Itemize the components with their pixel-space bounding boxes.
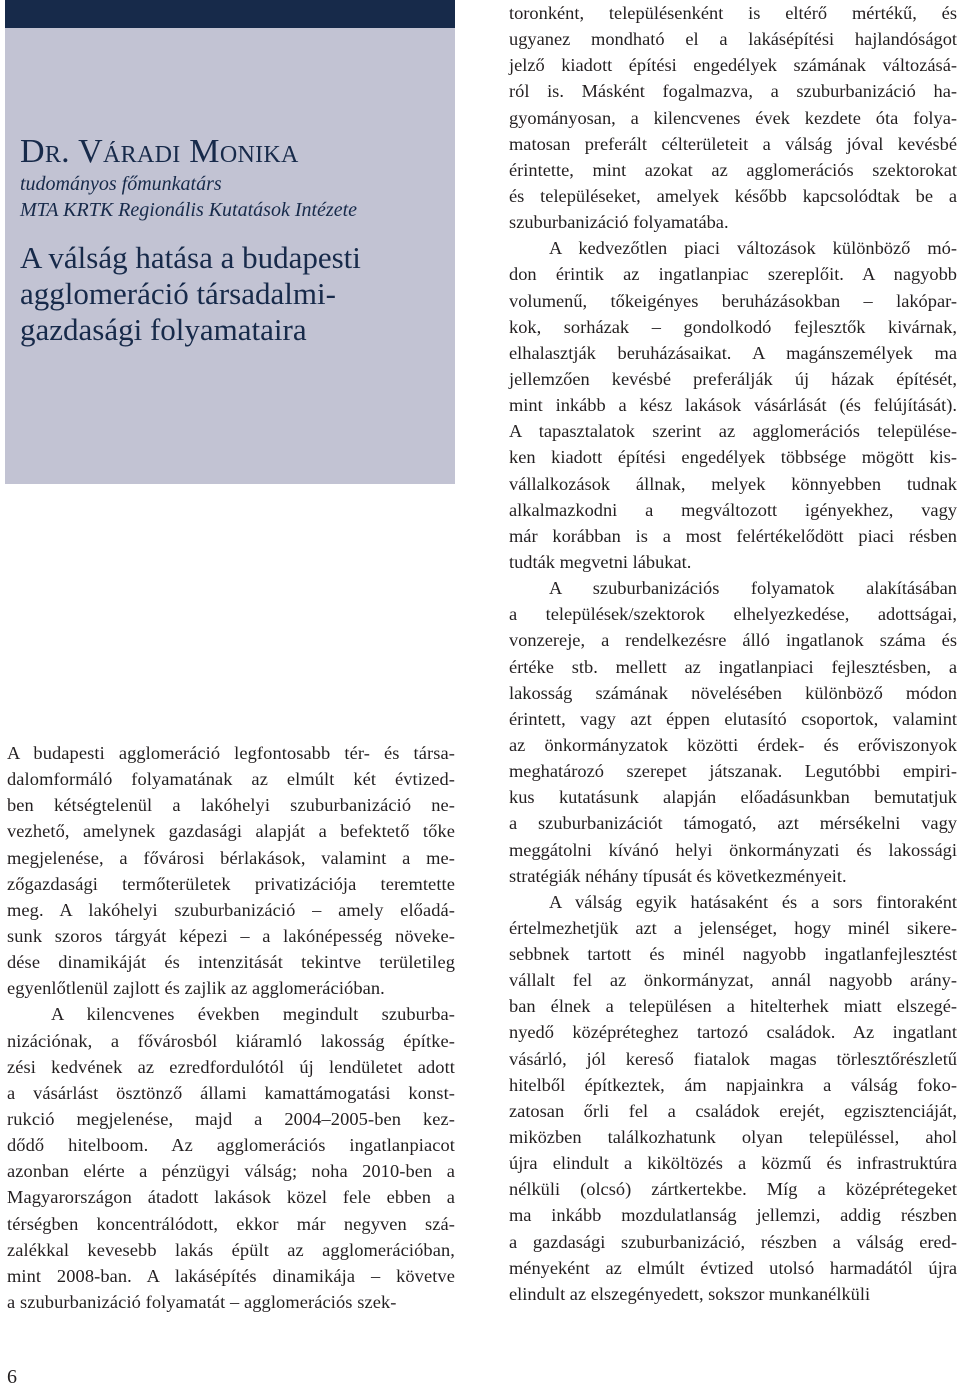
text-line: gyományosan, a kilencvenes évek kezdete óta folya- — [509, 107, 957, 128]
text-line: A szuburbanizációs folyamatok alakításában — [549, 578, 957, 599]
text-line: térségben koncentrálódott, ekkor már negyven szá- — [7, 1213, 455, 1234]
article-title — [20, 240, 440, 348]
header-top-bar — [5, 0, 455, 28]
text-line: toronként, településenként is eltérő mértékű, és — [509, 3, 957, 23]
text-line: elindult az elszegényedett, sokszor munkanélküli — [509, 1283, 871, 1304]
text-line: és településeket, amelyek később kapcsolódtak be a — [509, 185, 957, 206]
text-line: már korábban is a most felértékelődött piaci résben — [509, 525, 957, 546]
page-number: 6 — [7, 1366, 17, 1388]
author-name: Dr. Váradi Monika — [20, 133, 299, 170]
text-line: dalomformáló folyamatának az elmúlt két évtized- — [7, 769, 455, 790]
right-text-column — [509, 0, 957, 1307]
text-line: az önkormányzatok közötti érdek- és erőviszonyok — [509, 734, 957, 755]
text-line: don érintik az ingatlanpiac szereplőit. A nagyobb — [509, 264, 957, 285]
text-line: vonzereje, a rendelkezésre álló ingatlanok száma és — [509, 630, 957, 651]
text-line: azonban elérte a pénzügyi válság; noha 2010-ben a — [7, 1161, 455, 1182]
text-line: meg. A lakóhelyi szuburbanizáció – amely előadá- — [7, 899, 455, 920]
text-line: ugyanez mondható el a lakásépítési hajlandóságot — [509, 29, 957, 50]
text-line: megjelenése, a fővárosi bérlakások, valamint a me- — [7, 847, 455, 868]
text-line: érintett, vagy azt éppen elutasító csoportok, valamint — [509, 708, 957, 729]
text-line: szuburbanizáció folyamatába. — [509, 212, 729, 233]
text-line: A kedvezőtlen piaci változások különböző mó- — [549, 238, 957, 259]
text-line: stratégiák néhány típusát és következményeit. — [509, 865, 847, 886]
text-line: hitelből építkeztek, ám napjainkra a válság foko- — [509, 1074, 957, 1095]
text-line: nyedő középréteghez tartozó családok. Az ingatlant — [509, 1022, 957, 1043]
title-line: agglomeráció társadalmi- — [20, 276, 336, 311]
text-line: vásárló, jól kereső fiatalok magas törlesztőrészletű — [509, 1048, 957, 1069]
author-position: tudományos főmunkatárs — [20, 173, 222, 195]
text-line: jellemzően kevésbé preferálják új házak építését, — [509, 368, 957, 389]
text-line: sunk szoros tárgyát képezi – a lakónépesség növeke- — [7, 925, 455, 946]
text-line: zalékkal kevesebb lakás épült az agglomerációban, — [7, 1239, 455, 1260]
text-line: a települések/szektorok elhelyezkedése, adottságai, — [509, 604, 957, 625]
text-line: rukció megjelenése, majd a 2004–2005-ben kez- — [7, 1108, 455, 1129]
text-line: meghatározó szerepet játszanak. Legutóbbi empiri- — [509, 761, 957, 782]
text-line: újra elindult a kiköltözés a közmű és infrastruktúra — [509, 1153, 957, 1174]
text-line: lakosság számának növelésében különböző módon — [509, 682, 957, 703]
text-line: ményeként az elmúlt évtized utolsó harmadától újra — [509, 1257, 957, 1278]
text-line: mint 2008-ban. A lakásépítés dinamikája – követve — [7, 1265, 455, 1286]
text-line: A kilencvenes években megindult szuburba- — [51, 1004, 455, 1025]
text-line: alkalmazkodni a megváltozott igényekhez, vagy — [509, 499, 957, 520]
text-line: vállalkozások állnak, melyek könnyebben tudnak — [509, 473, 957, 494]
text-line: vállalt fel az önkormányzat, annál nagyobb arány- — [509, 970, 957, 991]
text-line: egyenlőtlenül zajlott és zajlik az agglomerációban. — [7, 978, 385, 999]
text-line: kok, sorházak – gondolkodó fejlesztők kivárnak, — [509, 316, 957, 337]
text-line: vezhető, amelynek gazdasági alapját a befektető tőke — [7, 821, 455, 842]
text-line: Magyarországon átadott lakások közel fele ebben a — [7, 1187, 455, 1208]
left-text-column — [7, 740, 455, 1315]
text-line: nizációnak, a fővárosból kiáramló lakosság építke- — [7, 1030, 455, 1051]
text-line: a szuburbanizáció folyamatát – agglomerációs szek- — [7, 1291, 397, 1312]
text-line: a vásárlást ösztönző állami kamattámogatási konst- — [7, 1082, 455, 1103]
text-line: mint inkább a kész lakások vásárlását (és felújítását). — [509, 395, 957, 416]
text-line: matosan preferált célterületeit a válság jóval kevésbé — [509, 133, 957, 154]
text-line: zési kedvének az ezredfordulótól új lendületet adott — [7, 1056, 455, 1077]
text-line: zatosan őrli fel a családok erejét, egzisztenciáját, — [509, 1100, 957, 1121]
text-line: A válság egyik hatásaként és a sors fintoraként — [549, 891, 957, 912]
text-line: dődő hitelboom. Az agglomerációs ingatlanpiacot — [7, 1135, 455, 1156]
text-line: sebbnek tartott és minél nagyobb ingatlanfejlesztést — [509, 944, 957, 965]
title-line: A válság hatása a budapesti — [20, 240, 361, 275]
text-line: értéke stb. mellett az ingatlanpiaci fejlesztésben, a — [509, 656, 957, 677]
text-line: ban élnek a településen a hitelterhek miatt elszegé- — [509, 996, 957, 1017]
text-line: nélküli (olcsó) zártkertekbe. Míg a középrétegeket — [509, 1179, 957, 1200]
text-line: a szuburbanizációt támogató, azt mérsékelni vagy — [509, 813, 957, 834]
text-line: ma inkább mozdulatlanság jellemzi, addig részben — [509, 1205, 957, 1226]
text-line: ról is. Másként fogalmazva, a szuburbanizáció ha- — [509, 81, 957, 102]
text-line: ken kiadott építési engedélyek többsége mögött kis- — [509, 447, 957, 468]
text-line: dése dinamikáját és intenzitását tekintve területileg — [7, 952, 455, 973]
text-line: tudták megvetni lábukat. — [509, 551, 692, 572]
text-line: miközben találkozhatunk olyan településsel, ahol — [509, 1127, 957, 1148]
text-line: elhalasztják beruházásaikat. A magánszemélyek ma — [509, 342, 957, 363]
author-institution: MTA KRTK Regionális Kutatások Intézete — [20, 199, 358, 221]
text-line: értelmezhetjük azt a jelenséget, hogy minél sikere- — [509, 917, 957, 938]
text-line: érintette, mint azokat az agglomerációs szektorokat — [509, 159, 957, 180]
text-line: ben kétségtelenül a lakóhelyi szuburbanizáció ne- — [7, 795, 455, 816]
title-line: gazdasági folyamataira — [20, 312, 307, 347]
text-line: a gazdasági szuburbanizáció, részben a válság ered- — [509, 1231, 957, 1252]
text-line: A tapasztalatok szerint az agglomerációs települése- — [509, 421, 957, 442]
text-line: volumenű, tőkeigényes beruházásokban – lakópar- — [509, 290, 957, 311]
text-line: A budapesti agglomeráció legfontosabb tér- és társa- — [7, 743, 455, 763]
text-line: jelző kiadott építési engedélyek számának változásá- — [509, 55, 957, 76]
text-line: meggátolni kívánó helyi önkormányzati és lakossági — [509, 839, 957, 860]
text-line: zőgazdasági termőterületek privatizációja teremtette — [7, 873, 455, 894]
text-line: kus kutatásunk alapján előadásunkban bemutatjuk — [509, 787, 957, 808]
